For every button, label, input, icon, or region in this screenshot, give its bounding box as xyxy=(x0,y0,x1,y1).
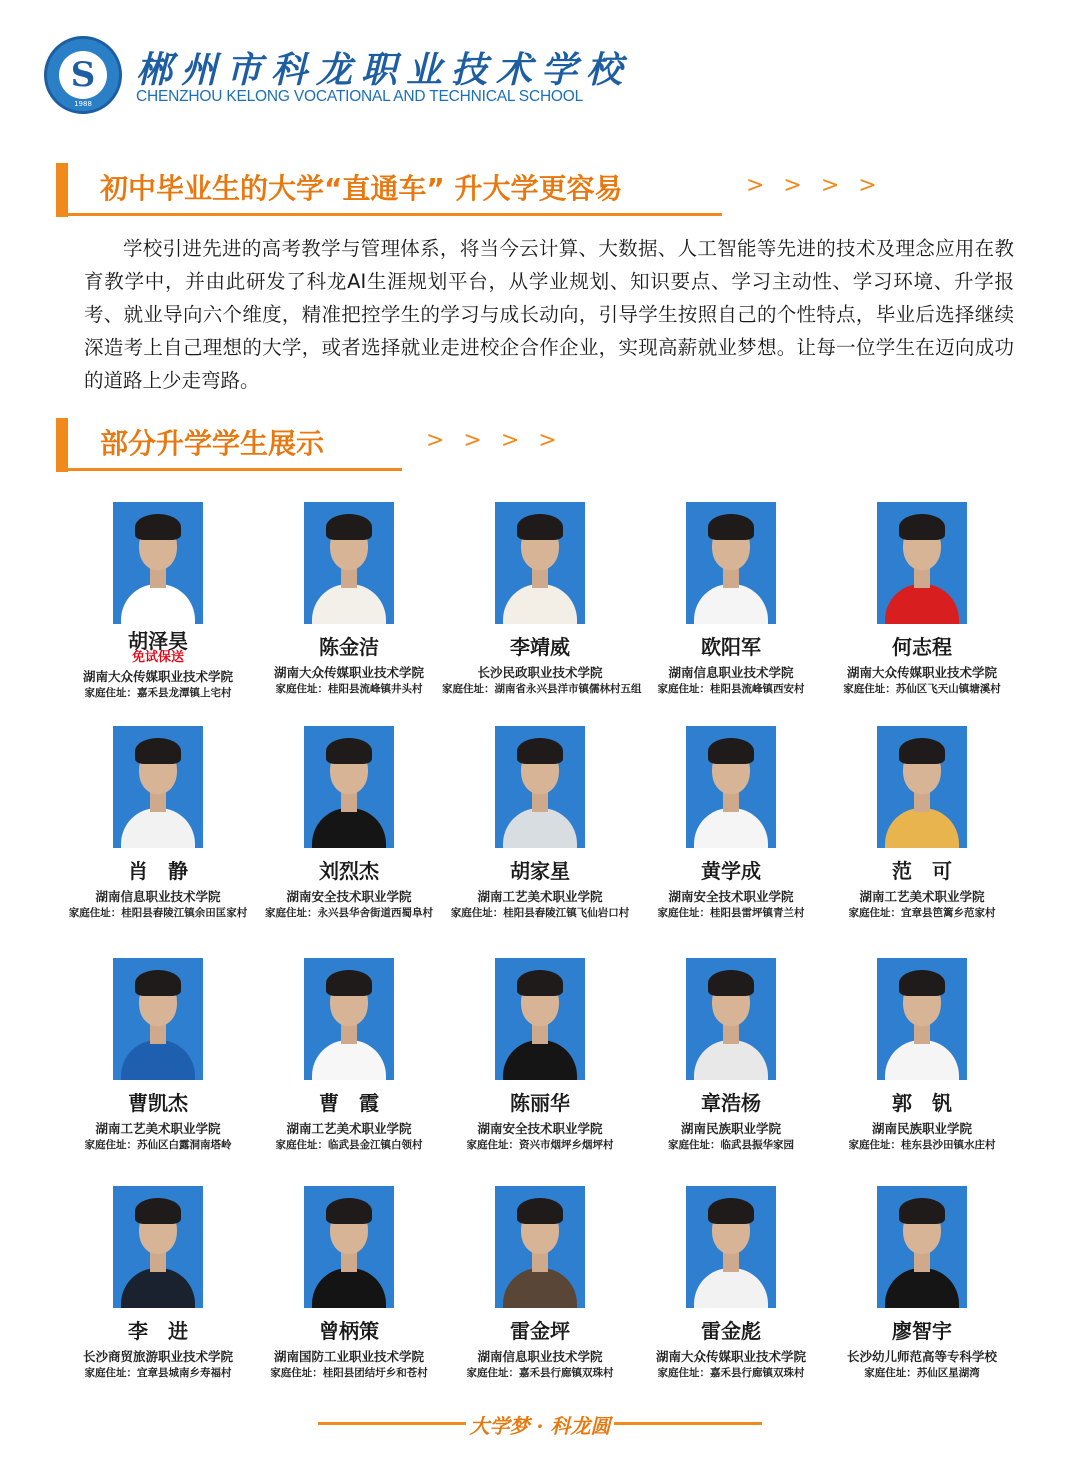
student-card xyxy=(251,726,447,921)
student-school: 湖南安全技术职业学院 xyxy=(286,889,412,904)
student-school: 长沙幼儿师范高等专科学校 xyxy=(846,1349,997,1364)
student-card xyxy=(824,726,1020,921)
student-school: 湖南安全技术职业学院 xyxy=(477,1121,603,1136)
student-school: 长沙商贸旅游职业技术学院 xyxy=(82,1349,233,1364)
student-photo xyxy=(877,958,967,1080)
school-name-cn: 郴州市科龙职业技术学校 xyxy=(136,49,632,91)
student-card xyxy=(824,502,1020,697)
student-name: 廖智宇 xyxy=(892,1319,952,1343)
footer xyxy=(0,1408,1080,1438)
student-name: 范 可 xyxy=(892,859,952,883)
student-name: 何志程 xyxy=(892,635,952,659)
student-photo xyxy=(495,502,585,624)
section-heading: 部分升学学生展示 xyxy=(100,427,325,460)
section-heading: 初中毕业生的大学“直通车” 升大学更容易 xyxy=(100,172,623,205)
student-name: 郭 钒 xyxy=(892,1091,952,1115)
section-underline xyxy=(56,213,722,216)
student-card xyxy=(824,1186,1020,1381)
student-school: 湖南大众传媒职业技术学院 xyxy=(82,669,233,684)
student-name: 陈金洁 xyxy=(319,635,379,659)
footer-slogan: 大学梦 · 科龙圆 xyxy=(469,1414,611,1438)
student-school: 湖南信息职业技术学院 xyxy=(95,889,221,904)
student-name: 陈丽华 xyxy=(510,1091,570,1115)
student-photo xyxy=(686,726,776,848)
student-photo xyxy=(304,726,394,848)
student-address: 家庭住址：桂阳县流峰镇井头村 xyxy=(275,683,423,695)
student-address: 家庭住址：嘉禾县行廊镇双珠村 xyxy=(466,1367,614,1379)
student-badge: 免试保送 xyxy=(131,650,184,665)
student-name: 曹凯杰 xyxy=(128,1091,188,1115)
student-name: 章浩杨 xyxy=(701,1091,761,1115)
student-name: 李 进 xyxy=(128,1319,188,1343)
student-card xyxy=(824,958,1020,1153)
student-address: 家庭住址：湖南省永兴县洋市镇儒林村五组 xyxy=(442,683,642,695)
student-card xyxy=(60,726,256,921)
student-card xyxy=(251,958,447,1153)
student-address: 家庭住址：桂东县沙田镇水庄村 xyxy=(848,1139,996,1151)
student-card xyxy=(60,1186,256,1381)
student-card xyxy=(251,502,447,697)
student-card xyxy=(251,1186,447,1381)
student-address: 家庭住址：苏仙区白露洞南塔岭 xyxy=(84,1139,232,1151)
student-school: 湖南民族职业学院 xyxy=(871,1121,972,1136)
student-address: 家庭住址：桂阳县雷坪镇青兰村 xyxy=(657,907,805,919)
intro-paragraph: 学校引进先进的高考教学与管理体系，将当今云计算、大数据、人工智能等先进的技术及理念应用在教育教学中，并由此研发了科龙AI生涯规划平台，从学业规划、知识要点、学习主动性、学习环境、升学报考、就业导向六个维度，精准把控学生的学习与成长动向，引导学生按照自己的个性特点，毕业后选择继续深造考上自己理想的大学，或者选择就业走进校企合作企业，实现高薪就业梦想。让每一位学生在迈向成功的道路上少走弯路。 xyxy=(84,237,1014,392)
student-photo xyxy=(113,958,203,1080)
student-photo xyxy=(686,502,776,624)
student-address: 家庭住址：宜章县笆篱乡范家村 xyxy=(848,907,996,919)
student-photo xyxy=(304,958,394,1080)
student-name: 黄学成 xyxy=(701,859,761,883)
student-card xyxy=(442,958,638,1153)
student-name: 刘烈杰 xyxy=(319,859,379,883)
student-name: 李靖威 xyxy=(510,635,570,659)
school-header xyxy=(44,36,644,116)
student-card xyxy=(60,502,256,701)
student-name: 雷金坪 xyxy=(510,1319,570,1343)
student-card xyxy=(442,502,642,697)
student-address: 家庭住址：永兴县华舍街道西蜀阜村 xyxy=(265,907,433,919)
student-photo xyxy=(495,726,585,848)
student-school: 湖南工艺美术职业学院 xyxy=(286,1121,412,1136)
student-photo xyxy=(304,1186,394,1308)
student-card xyxy=(633,726,829,921)
student-school: 长沙民政职业技术学院 xyxy=(477,665,603,680)
student-school: 湖南工艺美术职业学院 xyxy=(477,889,603,904)
student-address: 家庭住址：桂阳县团结圩乡和苍村 xyxy=(270,1367,428,1379)
student-school: 湖南民族职业学院 xyxy=(680,1121,781,1136)
student-card xyxy=(633,502,829,697)
school-logo-icon: S 1988 xyxy=(44,36,122,114)
student-photo xyxy=(113,1186,203,1308)
logo-year: 1988 xyxy=(74,100,92,108)
student-name: 雷金彪 xyxy=(701,1319,761,1343)
student-school: 湖南工艺美术职业学院 xyxy=(95,1121,221,1136)
student-address: 家庭住址：临武县振华家园 xyxy=(668,1139,794,1151)
student-school: 湖南大众传媒职业技术学院 xyxy=(273,665,424,680)
section-underline xyxy=(56,468,402,471)
student-address: 家庭住址：嘉禾县行廊镇双珠村 xyxy=(657,1367,805,1379)
footer-line-right xyxy=(614,1422,762,1425)
student-address: 家庭住址：苏仙区飞天山镇塘溪村 xyxy=(843,683,1001,695)
student-photo xyxy=(877,1186,967,1308)
student-school: 湖南安全技术职业学院 xyxy=(668,889,794,904)
student-name: 曾柄策 xyxy=(319,1319,379,1343)
student-address: 家庭住址：嘉禾县龙潭镇上宅村 xyxy=(84,687,232,699)
student-address: 家庭住址：宜章县城南乡寿福村 xyxy=(84,1367,232,1379)
student-address: 家庭住址：资兴市烟坪乡烟坪村 xyxy=(466,1139,614,1151)
student-name: 曹 霞 xyxy=(319,1091,379,1115)
student-school: 湖南信息职业技术学院 xyxy=(668,665,794,680)
student-photo xyxy=(495,958,585,1080)
section-bar xyxy=(56,418,68,472)
student-photo xyxy=(495,1186,585,1308)
student-name: 肖 静 xyxy=(128,859,188,883)
student-school: 湖南国防工业职业技术学院 xyxy=(273,1349,424,1364)
student-card xyxy=(633,958,829,1153)
student-photo xyxy=(113,502,203,624)
student-name: 胡泽昊 xyxy=(128,629,188,653)
student-photo xyxy=(686,958,776,1080)
chevron-right-icon: > > > > xyxy=(426,428,563,453)
student-name: 胡家星 xyxy=(510,859,570,883)
student-card xyxy=(442,726,638,921)
chevron-right-icon: > > > > xyxy=(746,173,883,198)
student-photo xyxy=(686,1186,776,1308)
student-photo xyxy=(113,726,203,848)
student-address: 家庭住址：桂阳县流峰镇西安村 xyxy=(657,683,805,695)
student-address: 家庭住址：桂阳县舂陵江镇余田匡家村 xyxy=(68,907,248,919)
section-bar xyxy=(56,163,68,217)
school-name-en: CHENZHOU KELONG VOCATIONAL AND TECHNICAL SCHOOL xyxy=(136,88,584,105)
student-card xyxy=(633,1186,829,1381)
student-address: 家庭住址：苏仙区星湖湾 xyxy=(864,1367,980,1379)
student-photo xyxy=(304,502,394,624)
student-photo xyxy=(877,726,967,848)
student-photo xyxy=(877,502,967,624)
student-card xyxy=(442,1186,638,1381)
student-address: 家庭住址：临武县金江镇白领村 xyxy=(275,1139,423,1151)
student-school: 湖南信息职业技术学院 xyxy=(477,1349,603,1364)
student-address: 家庭住址：桂阳县舂陵江镇飞仙岩口村 xyxy=(450,907,630,919)
student-school: 湖南工艺美术职业学院 xyxy=(859,889,985,904)
student-name: 欧阳军 xyxy=(701,635,761,659)
student-school: 湖南大众传媒职业技术学院 xyxy=(846,665,997,680)
student-school: 湖南大众传媒职业技术学院 xyxy=(655,1349,806,1364)
student-card xyxy=(60,958,256,1153)
